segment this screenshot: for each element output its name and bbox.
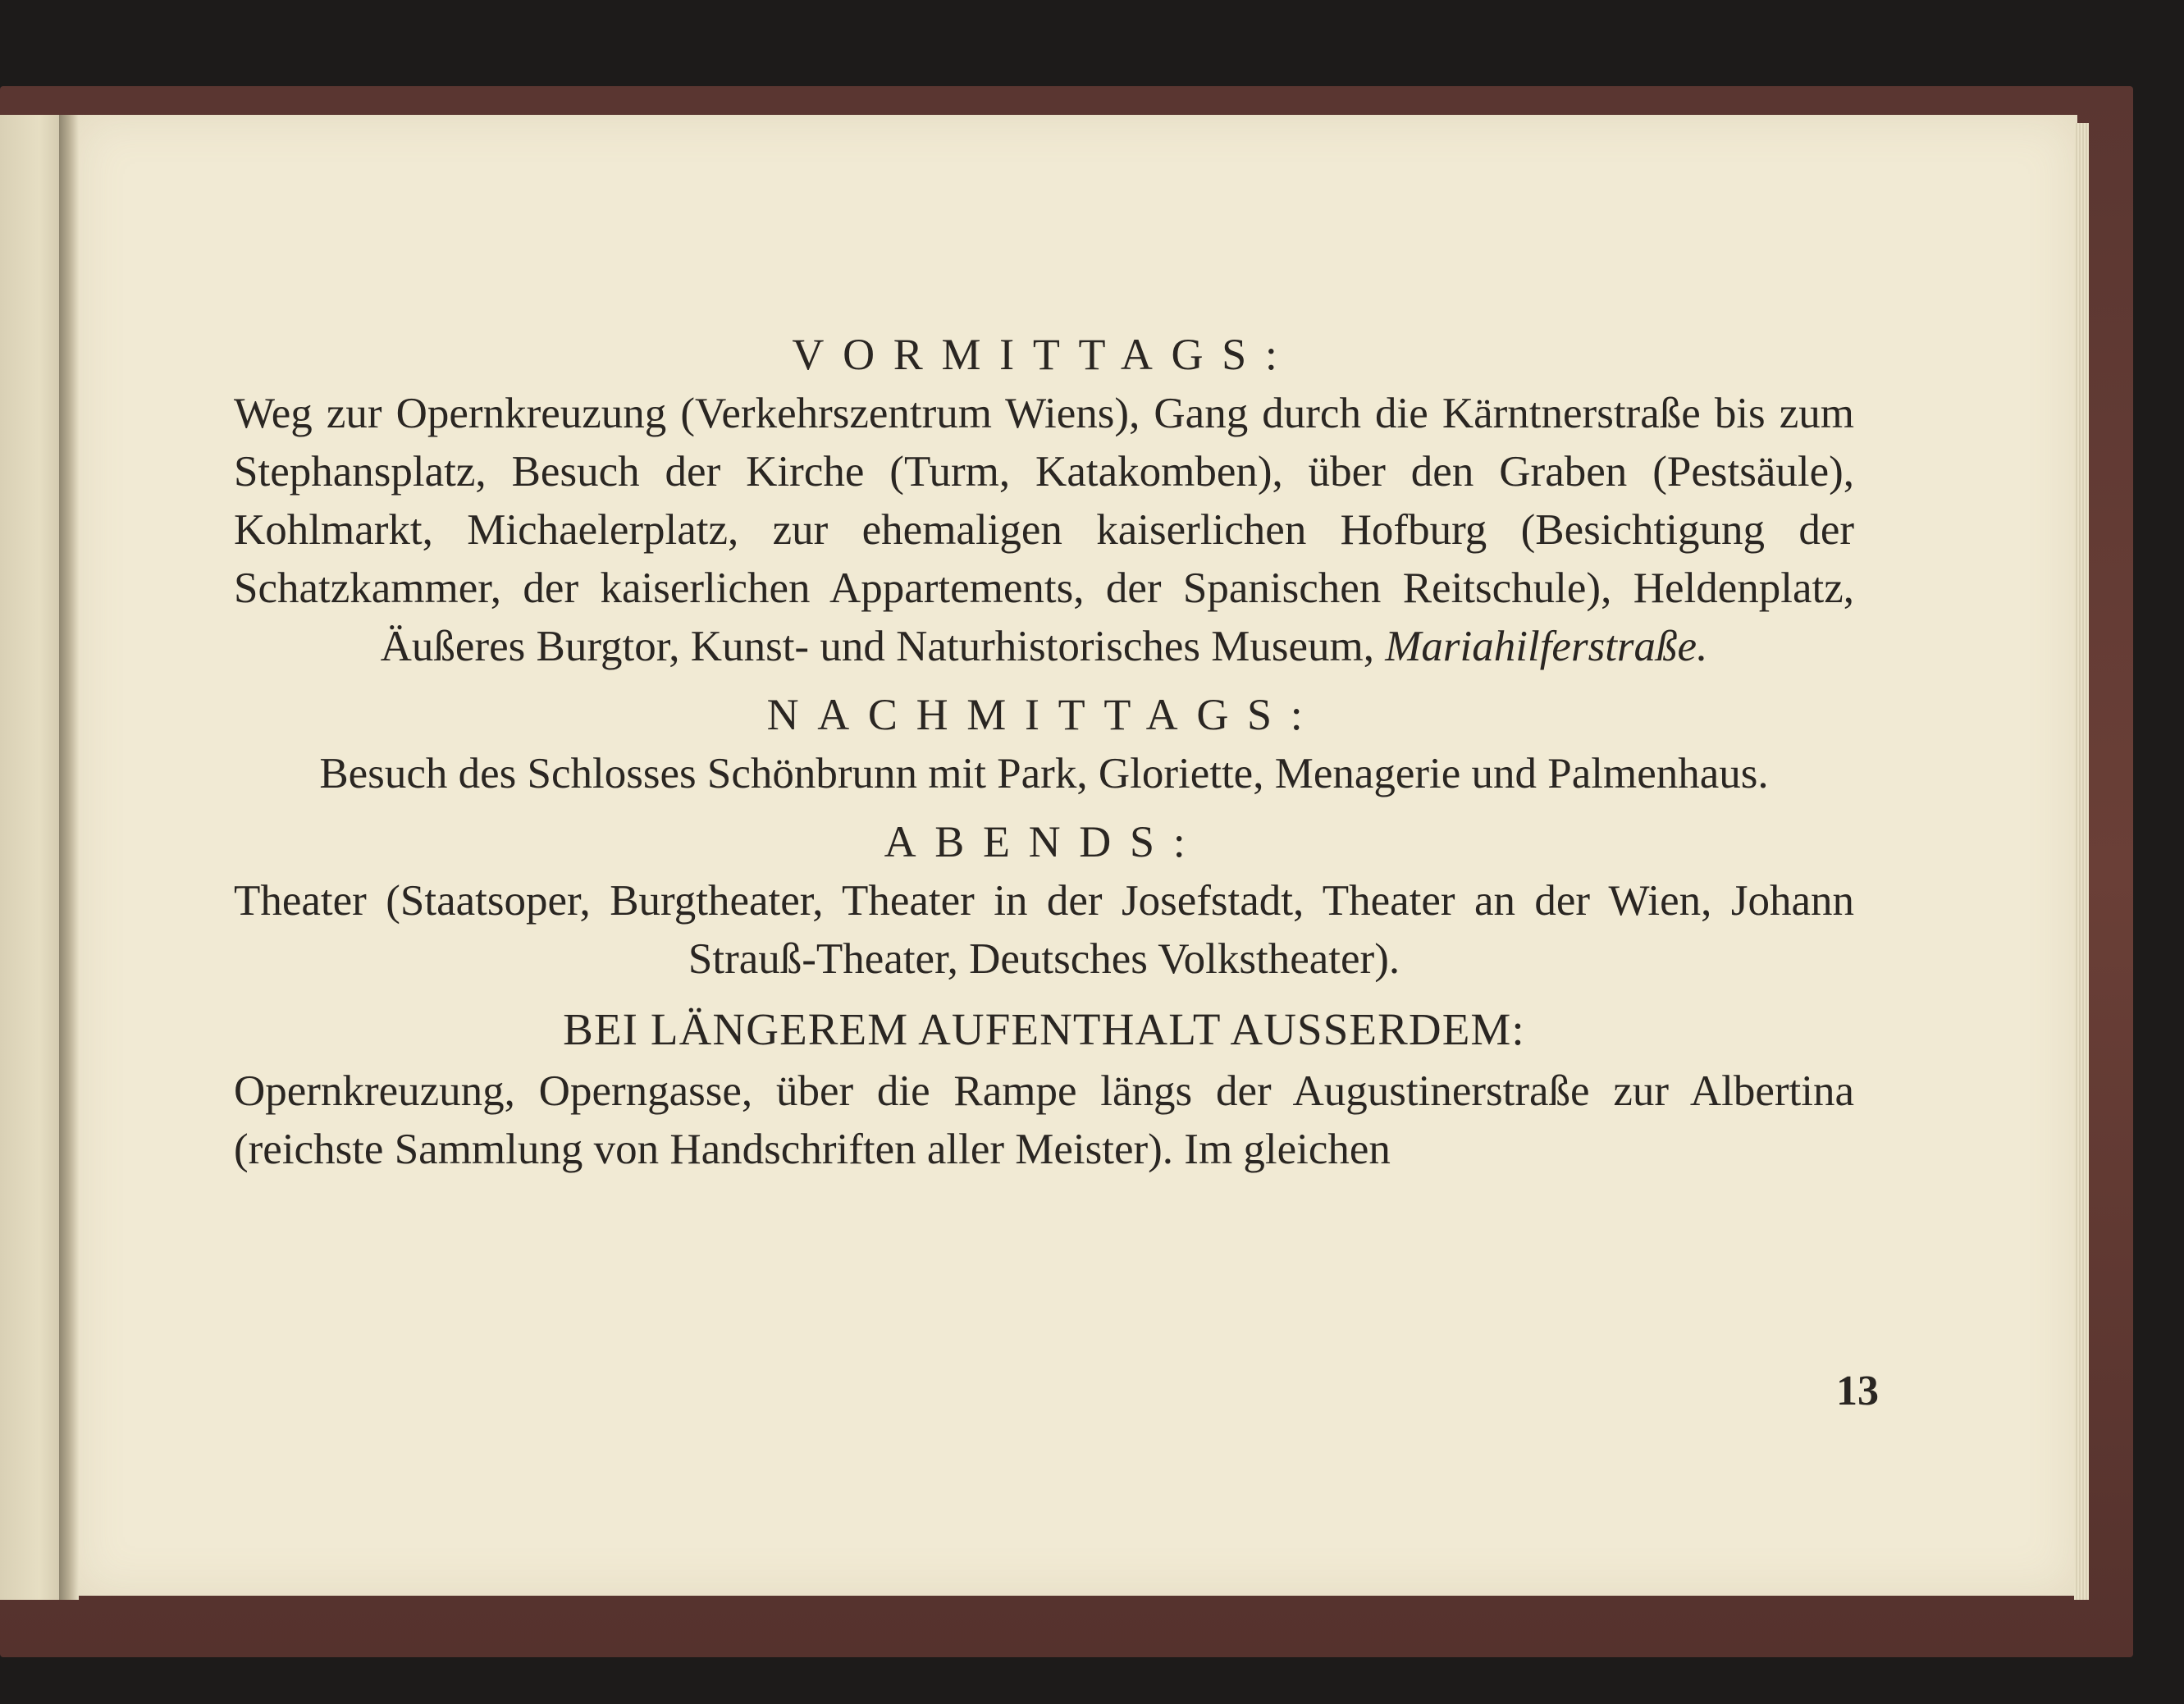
section-heading-abends: ABENDS: xyxy=(884,817,1204,866)
page-number: 13 xyxy=(1836,1368,1879,1414)
left-page-edge xyxy=(0,115,66,1600)
section-text-nachmittags: Besuch des Schlosses Schönbrunn mit Park, Gloriette, Menagerie und Palmenhaus. xyxy=(319,750,1769,797)
section-text-italic: Mariahilferstraße. xyxy=(1385,623,1708,670)
section-text-aufenthalt: Opernkreuzung, Operngasse, über die Rampe längs der Augustinerstraße zur Albertina (reichste Sammlung von Handschriften aller Meister). Im gleichen xyxy=(234,1067,1854,1173)
section-text-vormittags xyxy=(234,385,1854,676)
page-text xyxy=(234,324,1854,1179)
section-text-main: Weg zur Opernkreuzung (Verkehrszentrum Wiens), Gang durch die Kärntnerstraße bis zum Stephansplatz, Besuch der Kirche (Turm, Katakomben), über den Graben (Pestsäule), Kohlmarkt, Michaelerplatz, zur ehemaligen kaiserlichen Hofburg (Besichtigung der Schatzkammer, der kaiserlichen Appartements, der Spanischen Reitschule), Heldenplatz, Äußeres Burgtor, Kunst- und Naturhistorisches Museum, xyxy=(234,390,1854,670)
page-stack-edge xyxy=(2074,123,2089,1600)
page-gutter xyxy=(59,115,79,1600)
section-text-abends: Theater (Staatsoper, Burgtheater, Theater in der Josefstadt, Theater an der Wien, Johann Strauß-Theater, Deutsches Volkstheater). xyxy=(234,877,1854,983)
section-heading-nachmittags: NACHMITTAGS: xyxy=(766,690,1322,739)
section-heading-aufenthalt: BEI LÄNGEREM AUFENTHALT AUSSERDEM: xyxy=(563,1004,1525,1054)
section-heading-vormittags: VORMITTAGS: xyxy=(792,330,1296,379)
